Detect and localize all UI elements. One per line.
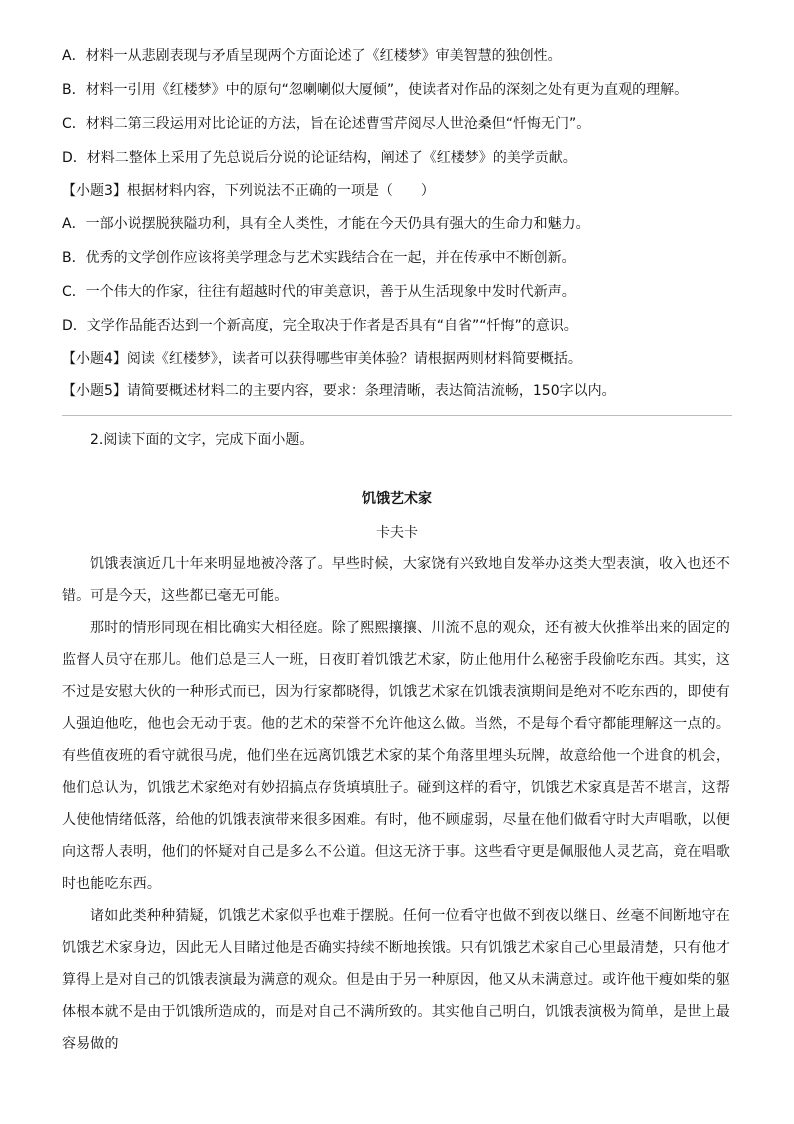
- option-d-q3: D．文学作品能否达到一个新高度，完全取决于作者是否具有“自省”“忏悔”的意识。: [62, 318, 578, 334]
- paragraph-2: 那时的情形同现在相比确实大相径庭。除了熙熙攘攘、川流不息的观众，还有被大伙推举出来的固定的监督人员守在那儿。他们总是三人一班，日夜盯着饥饿艺术家，防止他用什么秘密手段偷吃东西。其实，这不过是安慰大伙的一种形式而已，因为行家都晓得，饥饿艺术家在饥饿表演期间是绝对不吃东西的，即使有人强迫他吃，他也会无动于衷。他的艺术的荣誉不允许他这么做。当然，不是每个看守都能理解这一点的。有些值夜班的看守就很马虎，他们坐在远离饥饿艺术家的某个角落里埋头玩牌，故意给他一个进食的机会，他们总认为，饥饿艺术家绝对有妙招搞点存货填填肚子。碰到这样的看守，饥饿艺术家真是苦不堪言，这帮人使他情绪低落，给他的饥饿表演带来很多困难。有时，他不顾虚弱，尽量在他们做看守时大声唱歌，以便向这帮人表明，他们的怀疑对自己是多么不公道。但这无济于事。这些看守更是佩服他人灵艺高，竟在唱歌时也能吃东西。: [62, 620, 730, 892]
- article-author: 卡夫卡: [376, 525, 418, 541]
- paragraph-1: 饥饿表演近几十年来明显地被冷落了。早些时候，大家饶有兴致地自发举办这类大型表演，收入也还不错。可是今天，这些都已毫无可能。: [62, 556, 730, 604]
- option-c-q2: C．材料二第三段运用对比论证的方法，旨在论述曹雪芹阅尽人世沧桑但“忏悔无门”。: [62, 116, 591, 132]
- question3-stem: 【小题3】根据材料内容，下列说法不正确的一项是（ ）: [62, 183, 435, 199]
- option-b-q3: B．优秀的文学创作应该将美学理念与艺术实践结合在一起，并在传承中不断创新。: [62, 250, 576, 266]
- option-a-q3: A．一部小说摆脱狭隘功利，具有全人类性，才能在今天仍具有强大的生命力和魅力。: [62, 216, 590, 232]
- question4: 【小题4】阅读《红楼梦》，读者可以获得哪些审美体验？请根据两则材料简要概括。: [62, 351, 582, 367]
- paragraph-3: 诸如此类种种猜疑，饥饿艺术家似乎也难于摆脱。任何一位看守也做不到夜以继日、丝毫不间断地守在饥饿艺术家身边，因此无人目睹过他是否确实持续不断地挨饿。只有饥饿艺术家自己心里最清楚，只有他才算得上是对自己的饥饿表演最为满意的观众。但是由于另一种原因，他又从未满意过。或许他干瘦如柴的躯体根本就不是由于饥饿所造成的，而是对自己不满所致的。其实他自己明白，饥饿表演极为简单，是世上最容易做的: [62, 908, 730, 1052]
- section2-intro: 2.阅读下面的文字，完成下面小题。: [90, 432, 314, 448]
- section-divider: [62, 415, 732, 416]
- option-d-q2: D．材料二整体上采用了先总说后分说的论证结构，阐述了《红楼梦》的美学贡献。: [62, 150, 577, 166]
- option-a-q2: A．材料一从悲剧表现与矛盾呈现两个方面论述了《红楼梦》审美智慧的独创性。: [62, 48, 562, 64]
- question5: 【小题5】请简要概述材料二的主要内容，要求：条理清晰，表达简洁流畅，150字以内。: [62, 383, 616, 399]
- option-b-q2: B．材料一引用《红楼梦》中的原句“忽喇喇似大厦倾”，使读者对作品的深刻之处有更为直观的理解。: [62, 82, 689, 98]
- article-title: 饥饿艺术家: [362, 491, 432, 507]
- option-c-q3: C．一个伟大的作家，往往有超越时代的审美意识，善于从生活现象中发时代新声。: [62, 284, 576, 300]
